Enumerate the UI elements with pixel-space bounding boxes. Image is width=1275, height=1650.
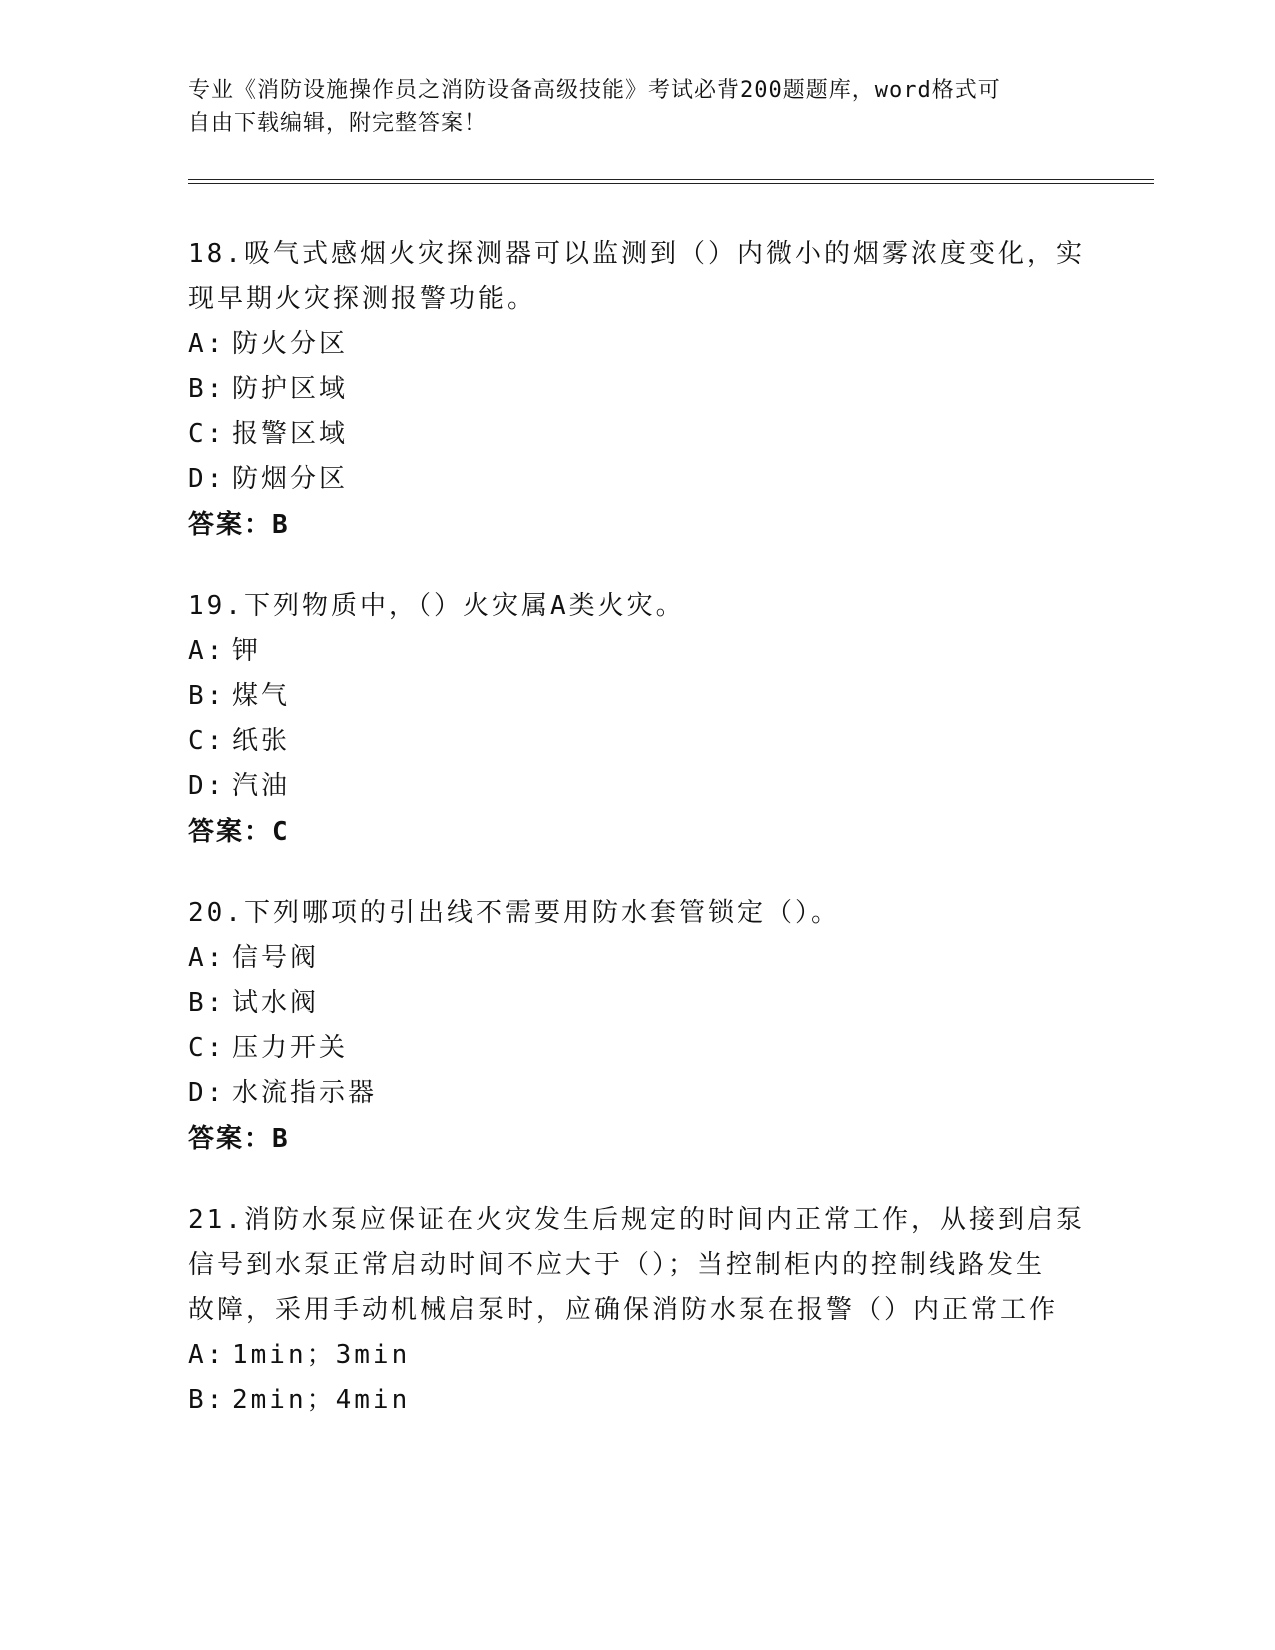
stem-line: 19.下列物质中，（）火灾属A类火灾。: [188, 591, 685, 621]
option-key: A:: [188, 329, 226, 359]
option-b: [188, 367, 1088, 412]
stem-line: 故障，采用手动机械启泵时，应确保消防水泵在报警（）内正常工作: [188, 1295, 1059, 1325]
option-key: B:: [188, 1385, 226, 1415]
header-line-2: 自由下载编辑，附完整答案！: [188, 111, 488, 136]
stem-line: 18.吸气式感烟火灾探测器可以监测到（）内微小的烟雾浓度变化，实: [188, 239, 1085, 269]
option-text: 纸张: [232, 726, 291, 756]
option-d: [188, 1071, 1088, 1116]
option-key: D:: [188, 771, 226, 801]
option-text: 水流指示器: [232, 1078, 378, 1108]
option-b: [188, 1378, 1088, 1423]
option-a: [188, 629, 1088, 674]
option-key: B:: [188, 374, 226, 404]
option-key: A:: [188, 943, 226, 973]
option-key: C:: [188, 1033, 226, 1063]
option-key: D:: [188, 1078, 226, 1108]
option-a: [188, 936, 1088, 981]
question-stem: [188, 1198, 1088, 1333]
header-line-1: 专业《消防设施操作员之消防设备高级技能》考试必背200题题库，word格式可: [188, 78, 1001, 103]
stem-line: 现早期火灾探测报警功能。: [188, 284, 537, 314]
option-c: [188, 719, 1088, 764]
option-text: 防护区域: [232, 374, 349, 404]
question-stem: [188, 232, 1088, 322]
option-d: [188, 764, 1088, 809]
option-key: D:: [188, 464, 226, 494]
document-header: [188, 74, 1088, 140]
stem-line: 20.下列哪项的引出线不需要用防水套管锁定（）。: [188, 898, 840, 928]
answer-line: 答案：B: [188, 510, 290, 540]
option-text: 试水阀: [232, 988, 320, 1018]
option-d: [188, 457, 1088, 502]
answer-line: 答案：B: [188, 1124, 290, 1154]
option-text: 煤气: [232, 681, 291, 711]
option-text: 1min；3min: [232, 1340, 411, 1370]
option-text: 钾: [232, 636, 262, 666]
option-c: [188, 412, 1088, 457]
question-18: [188, 232, 1088, 548]
question-20: [188, 891, 1088, 1162]
option-key: B:: [188, 681, 226, 711]
option-key: A:: [188, 636, 226, 666]
question-stem: [188, 891, 1088, 936]
option-a: [188, 322, 1088, 367]
option-text: 汽油: [232, 771, 291, 801]
option-b: [188, 981, 1088, 1026]
stem-line: 信号到水泵正常启动时间不应大于（）；当控制柜内的控制线路发生: [188, 1250, 1046, 1280]
option-text: 2min；4min: [232, 1385, 411, 1415]
option-text: 防烟分区: [232, 464, 349, 494]
header-divider-top: [188, 179, 1154, 180]
header-divider-bottom: [188, 183, 1154, 184]
option-text: 报警区域: [232, 419, 349, 449]
option-c: [188, 1026, 1088, 1071]
option-key: C:: [188, 419, 226, 449]
answer-line: 答案：C: [188, 817, 290, 847]
option-a: [188, 1333, 1088, 1378]
option-text: 信号阀: [232, 943, 320, 973]
option-key: C:: [188, 726, 226, 756]
question-19: [188, 584, 1088, 855]
question-list: [188, 232, 1088, 1459]
option-text: 压力开关: [232, 1033, 349, 1063]
option-key: B:: [188, 988, 226, 1018]
option-key: A:: [188, 1340, 226, 1370]
question-21: [188, 1198, 1088, 1423]
option-b: [188, 674, 1088, 719]
stem-line: 21.消防水泵应保证在火灾发生后规定的时间内正常工作，从接到启泵: [188, 1205, 1085, 1235]
question-stem: [188, 584, 1088, 629]
option-text: 防火分区: [232, 329, 349, 359]
